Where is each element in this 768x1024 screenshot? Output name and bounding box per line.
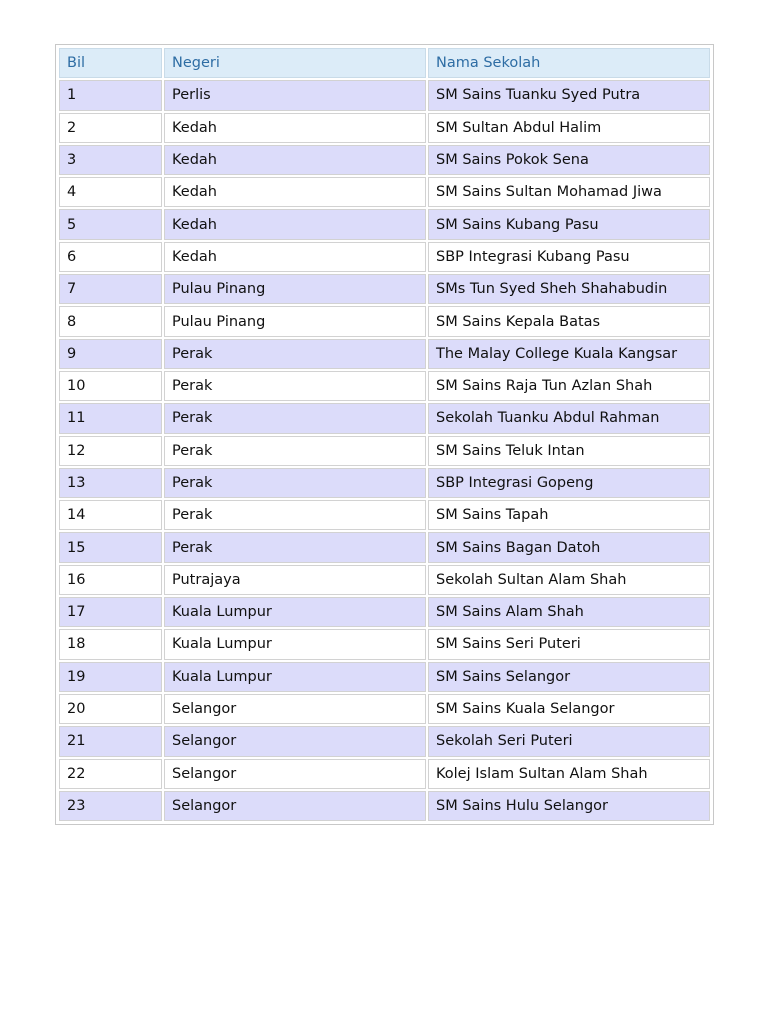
table-row [59,436,710,466]
cell-negeri: Selangor [164,791,426,821]
cell-bil: 19 [59,662,162,692]
cell-negeri: Selangor [164,694,426,724]
cell-nama-sekolah: SM Sains Pokok Sena [428,145,710,175]
cell-nama-sekolah: SM Sains Raja Tun Azlan Shah [428,371,710,401]
cell-nama-sekolah: SM Sains Tapah [428,500,710,530]
table-row [59,339,710,369]
table-row [59,629,710,659]
cell-negeri: Kedah [164,113,426,143]
cell-negeri: Selangor [164,759,426,789]
table-row [59,694,710,724]
cell-negeri: Perak [164,532,426,562]
cell-nama-sekolah: SM Sains Selangor [428,662,710,692]
cell-bil: 5 [59,209,162,239]
cell-bil: 4 [59,177,162,207]
cell-bil: 9 [59,339,162,369]
school-table [57,46,712,823]
table-row [59,662,710,692]
cell-nama-sekolah: The Malay College Kuala Kangsar [428,339,710,369]
cell-negeri: Pulau Pinang [164,274,426,304]
cell-bil: 13 [59,468,162,498]
table-row [59,242,710,272]
cell-nama-sekolah: SM Sains Kuala Selangor [428,694,710,724]
header-bil: Bil [59,48,162,78]
school-table-container [55,44,714,825]
cell-nama-sekolah: SM Sains Seri Puteri [428,629,710,659]
table-row [59,403,710,433]
cell-negeri: Kuala Lumpur [164,662,426,692]
cell-negeri: Perak [164,500,426,530]
cell-negeri: Kuala Lumpur [164,629,426,659]
cell-negeri: Perak [164,403,426,433]
cell-bil: 11 [59,403,162,433]
header-nama-sekolah: Nama Sekolah [428,48,710,78]
table-row [59,468,710,498]
cell-bil: 20 [59,694,162,724]
cell-nama-sekolah: SM Sultan Abdul Halim [428,113,710,143]
cell-nama-sekolah: SM Sains Sultan Mohamad Jiwa [428,177,710,207]
table-row [59,274,710,304]
cell-nama-sekolah: Sekolah Tuanku Abdul Rahman [428,403,710,433]
table-row [59,80,710,110]
cell-negeri: Kedah [164,209,426,239]
cell-negeri: Perak [164,339,426,369]
cell-nama-sekolah: SBP Integrasi Gopeng [428,468,710,498]
cell-nama-sekolah: SM Sains Teluk Intan [428,436,710,466]
cell-bil: 10 [59,371,162,401]
cell-nama-sekolah: SMs Tun Syed Sheh Shahabudin [428,274,710,304]
cell-negeri: Pulau Pinang [164,306,426,336]
cell-negeri: Perak [164,468,426,498]
cell-bil: 12 [59,436,162,466]
table-row [59,791,710,821]
cell-bil: 21 [59,726,162,756]
cell-negeri: Perak [164,436,426,466]
table-row [59,500,710,530]
table-row [59,726,710,756]
cell-negeri: Kedah [164,242,426,272]
cell-bil: 1 [59,80,162,110]
table-row [59,177,710,207]
cell-negeri: Perlis [164,80,426,110]
cell-bil: 7 [59,274,162,304]
cell-negeri: Kedah [164,145,426,175]
cell-nama-sekolah: SBP Integrasi Kubang Pasu [428,242,710,272]
cell-bil: 16 [59,565,162,595]
cell-bil: 3 [59,145,162,175]
cell-bil: 15 [59,532,162,562]
table-row [59,759,710,789]
cell-negeri: Selangor [164,726,426,756]
cell-nama-sekolah: Sekolah Seri Puteri [428,726,710,756]
cell-bil: 2 [59,113,162,143]
cell-negeri: Putrajaya [164,565,426,595]
cell-bil: 23 [59,791,162,821]
table-row [59,565,710,595]
header-negeri: Negeri [164,48,426,78]
table-row [59,209,710,239]
table-header-row [59,48,710,78]
table-body [59,80,710,821]
cell-nama-sekolah: SM Sains Alam Shah [428,597,710,627]
cell-negeri: Kedah [164,177,426,207]
cell-negeri: Perak [164,371,426,401]
table-row [59,597,710,627]
cell-nama-sekolah: Kolej Islam Sultan Alam Shah [428,759,710,789]
table-row [59,145,710,175]
table-row [59,532,710,562]
table-row [59,371,710,401]
cell-nama-sekolah: SM Sains Bagan Datoh [428,532,710,562]
cell-bil: 8 [59,306,162,336]
cell-nama-sekolah: SM Sains Kubang Pasu [428,209,710,239]
cell-nama-sekolah: SM Sains Tuanku Syed Putra [428,80,710,110]
cell-bil: 18 [59,629,162,659]
cell-bil: 17 [59,597,162,627]
cell-bil: 22 [59,759,162,789]
cell-negeri: Kuala Lumpur [164,597,426,627]
cell-bil: 14 [59,500,162,530]
cell-bil: 6 [59,242,162,272]
cell-nama-sekolah: SM Sains Kepala Batas [428,306,710,336]
cell-nama-sekolah: Sekolah Sultan Alam Shah [428,565,710,595]
table-row [59,113,710,143]
table-row [59,306,710,336]
cell-nama-sekolah: SM Sains Hulu Selangor [428,791,710,821]
